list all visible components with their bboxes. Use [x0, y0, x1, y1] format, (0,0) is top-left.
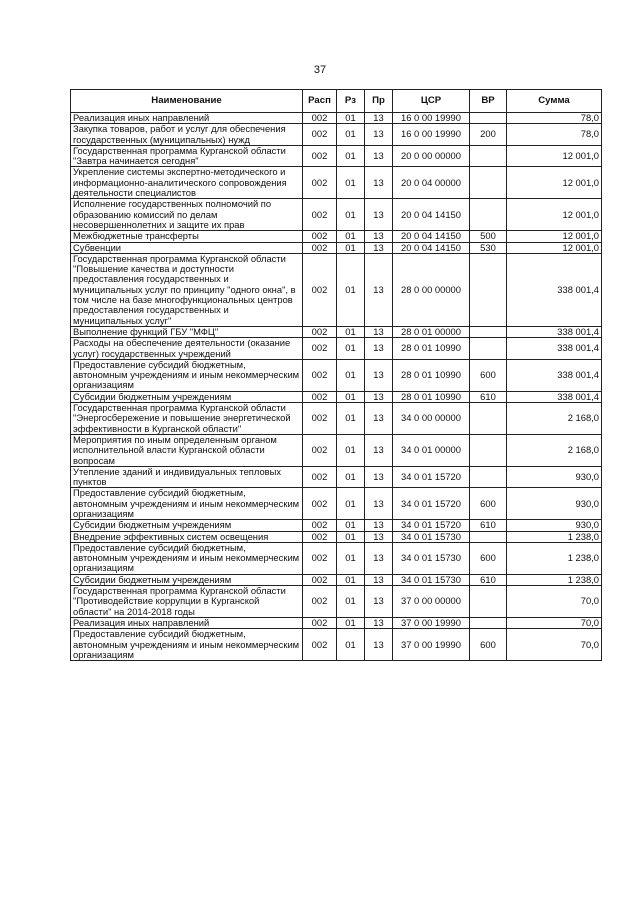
cell-name: Предоставление субсидий бюджетным, автономным учреждениям и иным некоммерческим организациям: [71, 629, 303, 661]
cell-name: Субвенции: [71, 242, 303, 253]
cell-pr: 13: [365, 574, 393, 585]
cell-name: Утепление зданий и индивидуальных тепловых пунктов: [71, 466, 303, 488]
table-row: [71, 542, 602, 574]
cell-rz: 01: [337, 242, 365, 253]
table-row: [71, 531, 602, 542]
cell-rz: 01: [337, 488, 365, 520]
cell-rz: 01: [337, 434, 365, 466]
cell-sum: 12 001,0: [507, 231, 602, 242]
cell-rasp: 002: [303, 231, 337, 242]
cell-name: Укрепление системы экспертно-методического и информационно-аналитического сопровождения деятельности специалистов: [71, 167, 303, 199]
cell-vr: [470, 434, 507, 466]
table-row: [71, 242, 602, 253]
cell-rasp: 002: [303, 542, 337, 574]
cell-rz: 01: [337, 403, 365, 435]
table-row: [71, 167, 602, 199]
cell-csr: 34 0 01 15730: [393, 574, 470, 585]
cell-rz: 01: [337, 391, 365, 402]
cell-rasp: 002: [303, 253, 337, 326]
cell-name: Субсидии бюджетным учреждениям: [71, 391, 303, 402]
cell-pr: 13: [365, 434, 393, 466]
table-row: [71, 145, 602, 167]
cell-vr: 530: [470, 242, 507, 253]
cell-csr: 28 0 00 00000: [393, 253, 470, 326]
cell-pr: 13: [365, 145, 393, 167]
cell-vr: [470, 466, 507, 488]
cell-vr: [470, 403, 507, 435]
cell-rasp: 002: [303, 113, 337, 124]
cell-rasp: 002: [303, 574, 337, 585]
cell-sum: 930,0: [507, 488, 602, 520]
cell-csr: 28 0 01 10990: [393, 391, 470, 402]
cell-rasp: 002: [303, 617, 337, 628]
cell-rasp: 002: [303, 391, 337, 402]
cell-name: Реализация иных направлений: [71, 617, 303, 628]
cell-rasp: 002: [303, 403, 337, 435]
cell-pr: 13: [365, 199, 393, 231]
cell-pr: 13: [365, 403, 393, 435]
cell-pr: 13: [365, 617, 393, 628]
header-rz: Рз: [337, 90, 365, 113]
cell-csr: 34 0 01 15720: [393, 466, 470, 488]
cell-vr: [470, 586, 507, 618]
table-body: [71, 113, 602, 661]
cell-name: Выполнение функций ГБУ "МФЦ": [71, 326, 303, 337]
cell-csr: 34 0 01 15720: [393, 488, 470, 520]
cell-rz: 01: [337, 253, 365, 326]
cell-csr: 20 0 04 14150: [393, 242, 470, 253]
cell-pr: 13: [365, 231, 393, 242]
cell-vr: [470, 617, 507, 628]
cell-pr: 13: [365, 242, 393, 253]
cell-csr: 20 0 04 00000: [393, 167, 470, 199]
cell-csr: 34 0 01 00000: [393, 434, 470, 466]
cell-pr: 13: [365, 531, 393, 542]
cell-sum: 2 168,0: [507, 403, 602, 435]
cell-csr: 37 0 00 19990: [393, 629, 470, 661]
cell-rasp: 002: [303, 199, 337, 231]
page-number: 37: [313, 64, 327, 76]
cell-name: Субсидии бюджетным учреждениям: [71, 520, 303, 531]
budget-table: [70, 89, 602, 661]
cell-sum: 338 001,4: [507, 359, 602, 391]
cell-rasp: 002: [303, 629, 337, 661]
cell-name: Государственная программа Курганской области "Повышение качества и доступности предоставления государственных и муниципальных услуг по принципу "одного окна", в том числе на базе многофункциональных центров предоставления государственных и муниципальных услуг": [71, 253, 303, 326]
cell-vr: 600: [470, 488, 507, 520]
cell-vr: 610: [470, 391, 507, 402]
table-row: [71, 629, 602, 661]
cell-vr: 610: [470, 574, 507, 585]
cell-rz: 01: [337, 231, 365, 242]
cell-name: Государственная программа Курганской области "Противодействие коррупции в Курганской области" на 2014-2018 годы: [71, 586, 303, 618]
cell-vr: [470, 326, 507, 337]
cell-sum: 12 001,0: [507, 167, 602, 199]
cell-pr: 13: [365, 629, 393, 661]
cell-csr: 34 0 01 15720: [393, 520, 470, 531]
cell-vr: [470, 253, 507, 326]
cell-pr: 13: [365, 167, 393, 199]
cell-name: Реализация иных направлений: [71, 113, 303, 124]
cell-vr: [470, 167, 507, 199]
cell-csr: 28 0 01 10990: [393, 359, 470, 391]
cell-pr: 13: [365, 391, 393, 402]
cell-sum: 78,0: [507, 113, 602, 124]
cell-csr: 20 0 00 00000: [393, 145, 470, 167]
cell-vr: 610: [470, 520, 507, 531]
table-row: [71, 326, 602, 337]
cell-csr: 16 0 00 19990: [393, 113, 470, 124]
cell-rasp: 002: [303, 338, 337, 360]
table-row: [71, 574, 602, 585]
cell-name: Предоставление субсидий бюджетным, автономным учреждениям и иным некоммерческим организациям: [71, 359, 303, 391]
cell-sum: 70,0: [507, 586, 602, 618]
cell-csr: 34 0 01 15730: [393, 531, 470, 542]
cell-sum: 338 001,4: [507, 338, 602, 360]
cell-rz: 01: [337, 629, 365, 661]
cell-rz: 01: [337, 466, 365, 488]
cell-csr: 34 0 00 00000: [393, 403, 470, 435]
header-csr: ЦСР: [393, 90, 470, 113]
cell-rasp: 002: [303, 124, 337, 146]
cell-rz: 01: [337, 113, 365, 124]
cell-pr: 13: [365, 338, 393, 360]
cell-pr: 13: [365, 520, 393, 531]
table-row: [71, 253, 602, 326]
cell-rz: 01: [337, 617, 365, 628]
cell-pr: 13: [365, 586, 393, 618]
cell-csr: 37 0 00 00000: [393, 586, 470, 618]
cell-sum: 1 238,0: [507, 574, 602, 585]
cell-pr: 13: [365, 253, 393, 326]
header-rasp: Расп: [303, 90, 337, 113]
cell-csr: 20 0 04 14150: [393, 199, 470, 231]
cell-csr: 28 0 01 10990: [393, 338, 470, 360]
cell-name: Закупка товаров, работ и услуг для обеспечения государственных (муниципальных) нужд: [71, 124, 303, 146]
cell-csr: 20 0 04 14150: [393, 231, 470, 242]
table-row: [71, 466, 602, 488]
cell-pr: 13: [365, 113, 393, 124]
cell-pr: 13: [365, 124, 393, 146]
cell-rasp: 002: [303, 466, 337, 488]
table-row: [71, 617, 602, 628]
cell-rasp: 002: [303, 242, 337, 253]
cell-vr: 200: [470, 124, 507, 146]
table-row: [71, 403, 602, 435]
cell-name: Межбюджетные трансферты: [71, 231, 303, 242]
cell-rasp: 002: [303, 586, 337, 618]
cell-rasp: 002: [303, 326, 337, 337]
table-row: [71, 520, 602, 531]
cell-sum: 338 001,4: [507, 391, 602, 402]
cell-sum: 338 001,4: [507, 326, 602, 337]
cell-vr: [470, 338, 507, 360]
cell-rz: 01: [337, 520, 365, 531]
table-row: [71, 391, 602, 402]
cell-csr: 37 0 00 19990: [393, 617, 470, 628]
cell-sum: 2 168,0: [507, 434, 602, 466]
table-row: [71, 434, 602, 466]
cell-sum: 70,0: [507, 617, 602, 628]
cell-rz: 01: [337, 531, 365, 542]
cell-rz: 01: [337, 167, 365, 199]
cell-pr: 13: [365, 466, 393, 488]
cell-name: Государственная программа Курганской области "Энергосбережение и повышение энергетической эффективности в Курганской области": [71, 403, 303, 435]
cell-sum: 78,0: [507, 124, 602, 146]
cell-rasp: 002: [303, 434, 337, 466]
cell-vr: 600: [470, 629, 507, 661]
cell-sum: 70,0: [507, 629, 602, 661]
cell-csr: 28 0 01 00000: [393, 326, 470, 337]
cell-name: Расходы на обеспечение деятельности (оказание услуг) государственных учреждений: [71, 338, 303, 360]
cell-vr: 600: [470, 359, 507, 391]
cell-rz: 01: [337, 359, 365, 391]
table-row: [71, 359, 602, 391]
table-row: [71, 231, 602, 242]
cell-sum: 12 001,0: [507, 242, 602, 253]
cell-pr: 13: [365, 488, 393, 520]
header-pr: Пр: [365, 90, 393, 113]
cell-name: Предоставление субсидий бюджетным, автономным учреждениям и иным некоммерческим организациям: [71, 542, 303, 574]
table-row: [71, 338, 602, 360]
cell-pr: 13: [365, 542, 393, 574]
cell-pr: 13: [365, 359, 393, 391]
cell-rasp: 002: [303, 531, 337, 542]
cell-rasp: 002: [303, 145, 337, 167]
cell-sum: 930,0: [507, 520, 602, 531]
cell-rasp: 002: [303, 167, 337, 199]
header-sum: Сумма: [507, 90, 602, 113]
cell-sum: 1 238,0: [507, 531, 602, 542]
table-row: [71, 113, 602, 124]
cell-rz: 01: [337, 586, 365, 618]
cell-sum: 338 001,4: [507, 253, 602, 326]
cell-vr: 500: [470, 231, 507, 242]
cell-vr: [470, 531, 507, 542]
cell-sum: 930,0: [507, 466, 602, 488]
cell-vr: [470, 199, 507, 231]
cell-sum: 12 001,0: [507, 145, 602, 167]
header-vr: ВР: [470, 90, 507, 113]
cell-pr: 13: [365, 326, 393, 337]
table-row: [71, 488, 602, 520]
cell-rz: 01: [337, 145, 365, 167]
cell-name: Мероприятия по иным определенным органом исполнительной власти Курганской области вопросам: [71, 434, 303, 466]
cell-name: Внедрение эффективных систем освещения: [71, 531, 303, 542]
cell-csr: 34 0 01 15730: [393, 542, 470, 574]
cell-rz: 01: [337, 542, 365, 574]
cell-name: Субсидии бюджетным учреждениям: [71, 574, 303, 585]
table-row: [71, 586, 602, 618]
cell-rz: 01: [337, 326, 365, 337]
table-row: [71, 199, 602, 231]
cell-name: Исполнение государственных полномочий по образованию комиссий по делам несовершеннолетних и защите их прав: [71, 199, 303, 231]
cell-vr: [470, 145, 507, 167]
cell-rz: 01: [337, 574, 365, 585]
cell-rasp: 002: [303, 488, 337, 520]
cell-rasp: 002: [303, 359, 337, 391]
cell-sum: 1 238,0: [507, 542, 602, 574]
cell-vr: [470, 113, 507, 124]
cell-vr: 600: [470, 542, 507, 574]
cell-rasp: 002: [303, 520, 337, 531]
cell-rz: 01: [337, 199, 365, 231]
cell-name: Предоставление субсидий бюджетным, автономным учреждениям и иным некоммерческим организациям: [71, 488, 303, 520]
cell-csr: 16 0 00 19990: [393, 124, 470, 146]
cell-sum: 12 001,0: [507, 199, 602, 231]
cell-rz: 01: [337, 124, 365, 146]
header-name: Наименование: [71, 90, 303, 113]
cell-name: Государственная программа Курганской области "Завтра начинается сегодня": [71, 145, 303, 167]
table-row: [71, 124, 602, 146]
cell-rz: 01: [337, 338, 365, 360]
header-row: [71, 90, 602, 113]
